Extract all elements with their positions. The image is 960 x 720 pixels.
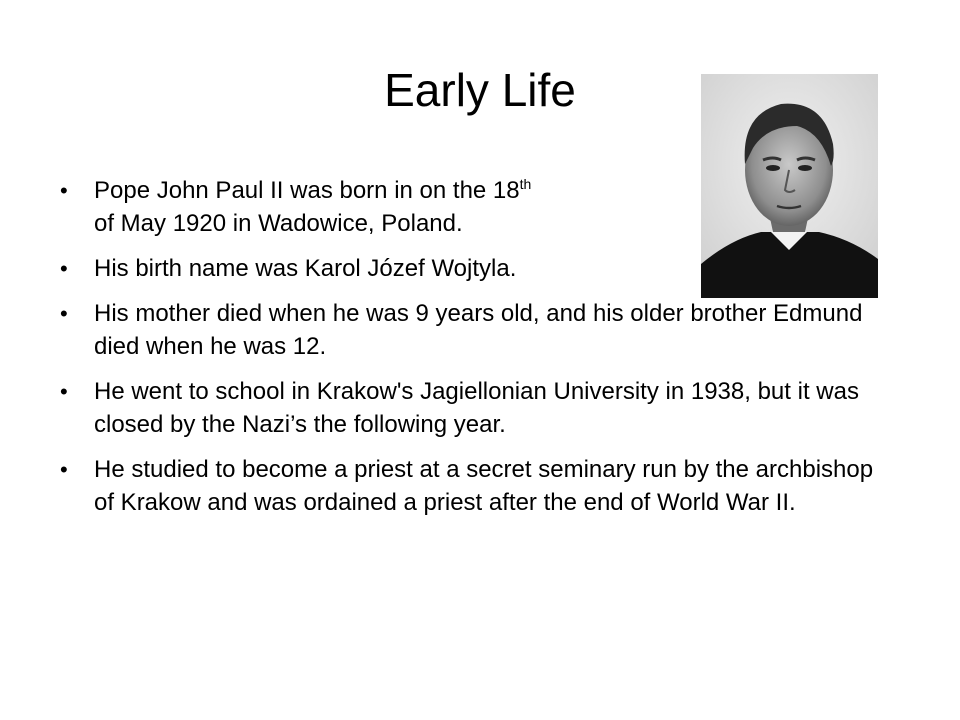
bullet-text: His birth name was Karol Józef Wojtyla. xyxy=(94,255,517,282)
bullet-text: He studied to become a priest at a secret seminary run by the archbishop of Krakow and was ordained a priest after the end of World War II. xyxy=(94,456,874,516)
bullet-text: He went to school in Krakow's Jagiellonian University in 1938, but it was closed by the Nazi’s the following year. xyxy=(94,378,859,438)
bullet-dot: • xyxy=(60,301,68,326)
list-item xyxy=(60,174,880,240)
bullet-dot: • xyxy=(60,379,68,404)
list-item xyxy=(60,453,880,519)
bullet-dot: • xyxy=(60,256,68,281)
superscript: th xyxy=(519,176,532,192)
list-item xyxy=(60,375,880,441)
list-item xyxy=(60,297,880,363)
list-item xyxy=(60,252,694,285)
bullet-dot: • xyxy=(60,178,68,203)
bullet-text: His mother died when he was 9 years old, and his older brother Edmund died when he was 12. xyxy=(94,300,863,360)
bullet-text-line2: of May 1920 in Wadowice, Poland. xyxy=(94,210,463,237)
bullet-dot: • xyxy=(60,457,68,482)
bullet-text-line1: Pope John Paul II was born in on the 18th xyxy=(94,176,532,204)
bullet-list xyxy=(60,174,880,531)
slide-title: Early Life xyxy=(384,64,576,116)
